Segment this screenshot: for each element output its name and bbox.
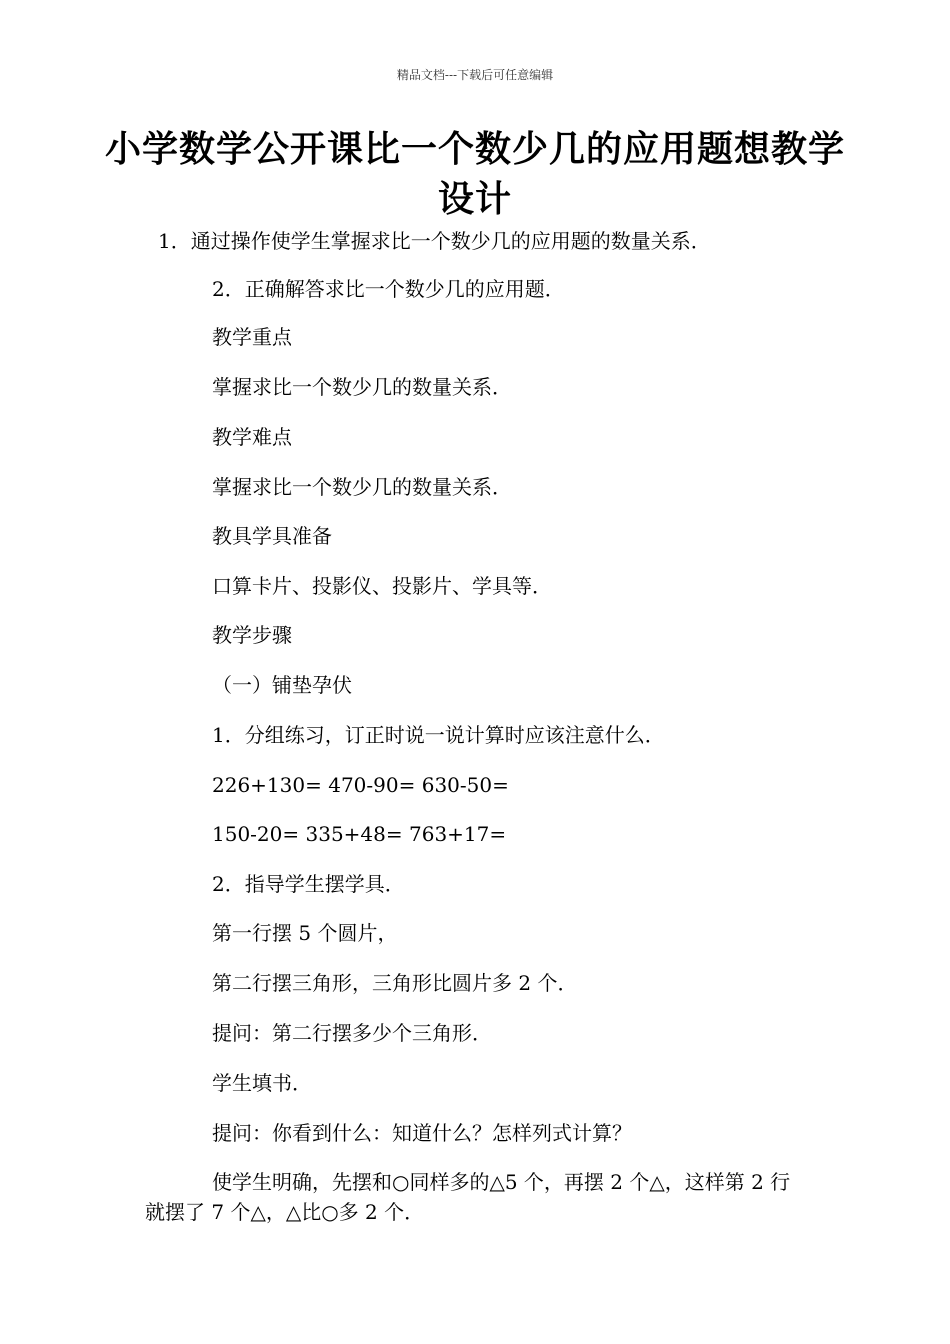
objective-1: 1．通过操作使学生掌握求比一个数少几的应用题的数量关系． (158, 229, 711, 253)
difficulties-text: 掌握求比一个数少几的数量关系． (212, 475, 512, 499)
student-task: 学生填书． (212, 1071, 312, 1095)
section-heading-key-points: 教学重点 (212, 325, 292, 349)
conclusion-paragraph: 使学生明确，先摆和○同样多的△5 个，再摆 2 个△，这样第 2 行就摆了 7 个△，△比○多 2 个． (145, 1170, 791, 1224)
instruction-row-1: 第一行摆 5 个圆片， (212, 921, 398, 945)
arithmetic-row-1: 226+130= 470-90= 630-50= (212, 773, 509, 797)
document-title: 小学数学公开课比一个数少几的应用题想教学设计 (104, 128, 845, 220)
section-heading-steps: 教学步骤 (212, 623, 292, 647)
materials-text: 口算卡片、投影仪、投影片、学具等． (212, 574, 552, 598)
section-heading-difficulties: 教学难点 (212, 425, 292, 449)
question-1: 提问：第二行摆多少个三角形． (212, 1021, 492, 1045)
exercise-2: 2．指导学生摆学具． (212, 872, 405, 896)
section-heading-materials: 教具学具准备 (212, 524, 332, 548)
key-points-text: 掌握求比一个数少几的数量关系． (212, 375, 512, 399)
exercise-1: 1．分组练习，订正时说一说计算时应该注意什么． (212, 723, 665, 747)
objective-2: 2．正确解答求比一个数少几的应用题． (212, 277, 565, 301)
step-1-heading: （一）铺垫孕伏 (212, 673, 352, 697)
header-note: 精品文档---下载后可任意编辑 (396, 68, 554, 82)
arithmetic-row-2: 150-20= 335+48= 763+17= (212, 822, 507, 846)
question-2: 提问：你看到什么：知道什么？怎样列式计算？ (212, 1121, 632, 1145)
instruction-row-2: 第二行摆三角形，三角形比圆片多 2 个． (212, 971, 578, 995)
